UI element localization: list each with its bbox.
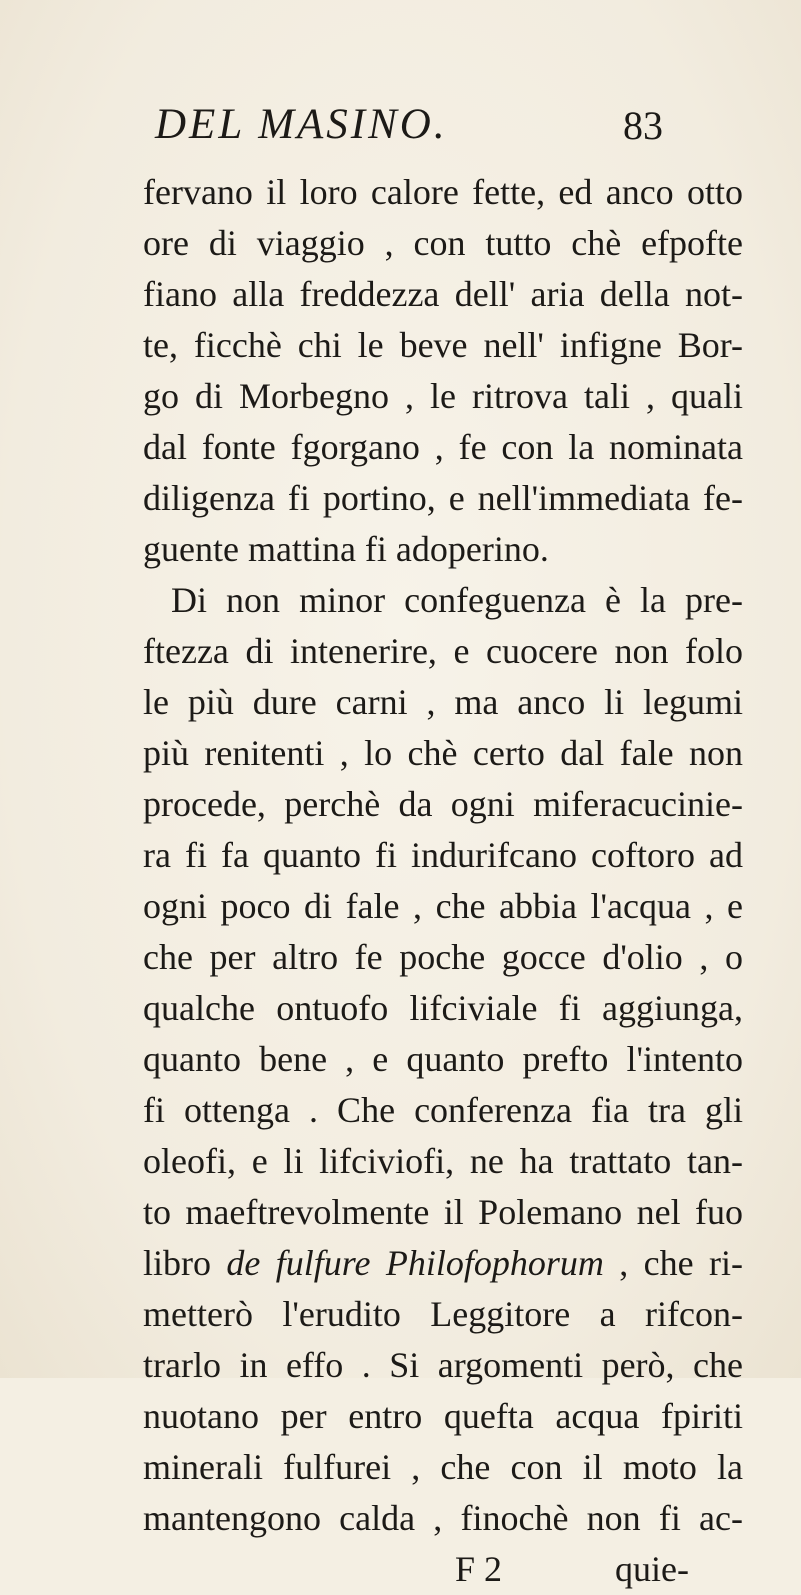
text-line: ftezza di intenerire, e cuocere non folo bbox=[143, 631, 743, 671]
text-line: guente mattina fi adoperino. bbox=[143, 529, 549, 569]
text-line: Di non minor confeguenza è la pre- bbox=[171, 580, 743, 620]
body-text bbox=[143, 167, 743, 1595]
text-line: fi ottenga . Che conferenza fia tra gli bbox=[143, 1090, 743, 1130]
text-line: ra fi fa quanto fi indurifcano coftoro ad bbox=[143, 835, 743, 875]
text-line: le più dure carni , ma anco li legumi bbox=[143, 682, 743, 722]
text-line: metterò l'erudito Leggitore a rifcon- bbox=[143, 1294, 743, 1334]
text-line: libro de fulfure Philofophorum , che ri- bbox=[143, 1243, 744, 1283]
text-line: minerali fulfurei , che con il moto la bbox=[143, 1447, 743, 1487]
text-line: procede, perchè da ogni miferacucinie- bbox=[143, 784, 743, 824]
page-number: 83 bbox=[623, 103, 663, 148]
text-line: più renitenti , lo chè certo dal fale non bbox=[143, 733, 743, 773]
book-title-italic: de fulfure Philofophorum bbox=[226, 1243, 604, 1283]
text-line: quanto bene , e quanto prefto l'intento bbox=[143, 1039, 743, 1079]
text-line: oleofi, e li lifciviofi, ne ha trattato tan- bbox=[143, 1141, 743, 1181]
text-line: nuotano per entro quefta acqua fpiriti bbox=[143, 1396, 743, 1436]
running-title: DEL MASINO. bbox=[155, 101, 448, 148]
page-footer bbox=[143, 1544, 743, 1595]
text-line: mantengono calda , finochè non fi ac- bbox=[143, 1498, 743, 1538]
text-line: te, ficchè chi le beve nell' infigne Bor- bbox=[143, 325, 743, 365]
text-line: to maeftrevolmente il Polemano nel fuo bbox=[143, 1192, 743, 1232]
text-line: ore di viaggio , con tutto chè efpofte bbox=[143, 223, 743, 263]
text-line: che per altro fe poche gocce d'olio , o bbox=[143, 937, 743, 977]
text-line: qualche ontuofo lifciviale fi aggiunga, bbox=[143, 988, 743, 1028]
text-line: fiano alla freddezza dell' aria della not- bbox=[143, 274, 743, 314]
text-line: go di Morbegno , le ritrova tali , quali bbox=[143, 376, 743, 416]
text-line: dal fonte fgorgano , fe con la nominata bbox=[143, 427, 743, 467]
catchword: quie- bbox=[615, 1549, 689, 1589]
signature-mark: F 2 bbox=[455, 1549, 503, 1589]
text-line: diligenza fi portino, e nell'immediata fe- bbox=[143, 478, 743, 518]
running-head bbox=[155, 100, 715, 160]
text-line: ogni poco di fale , che abbia l'acqua , e bbox=[143, 886, 743, 926]
text-line: fervano il loro calore fette, ed anco otto bbox=[143, 172, 743, 212]
text-line: trarlo in effo . Si argomenti però, che bbox=[143, 1345, 743, 1385]
